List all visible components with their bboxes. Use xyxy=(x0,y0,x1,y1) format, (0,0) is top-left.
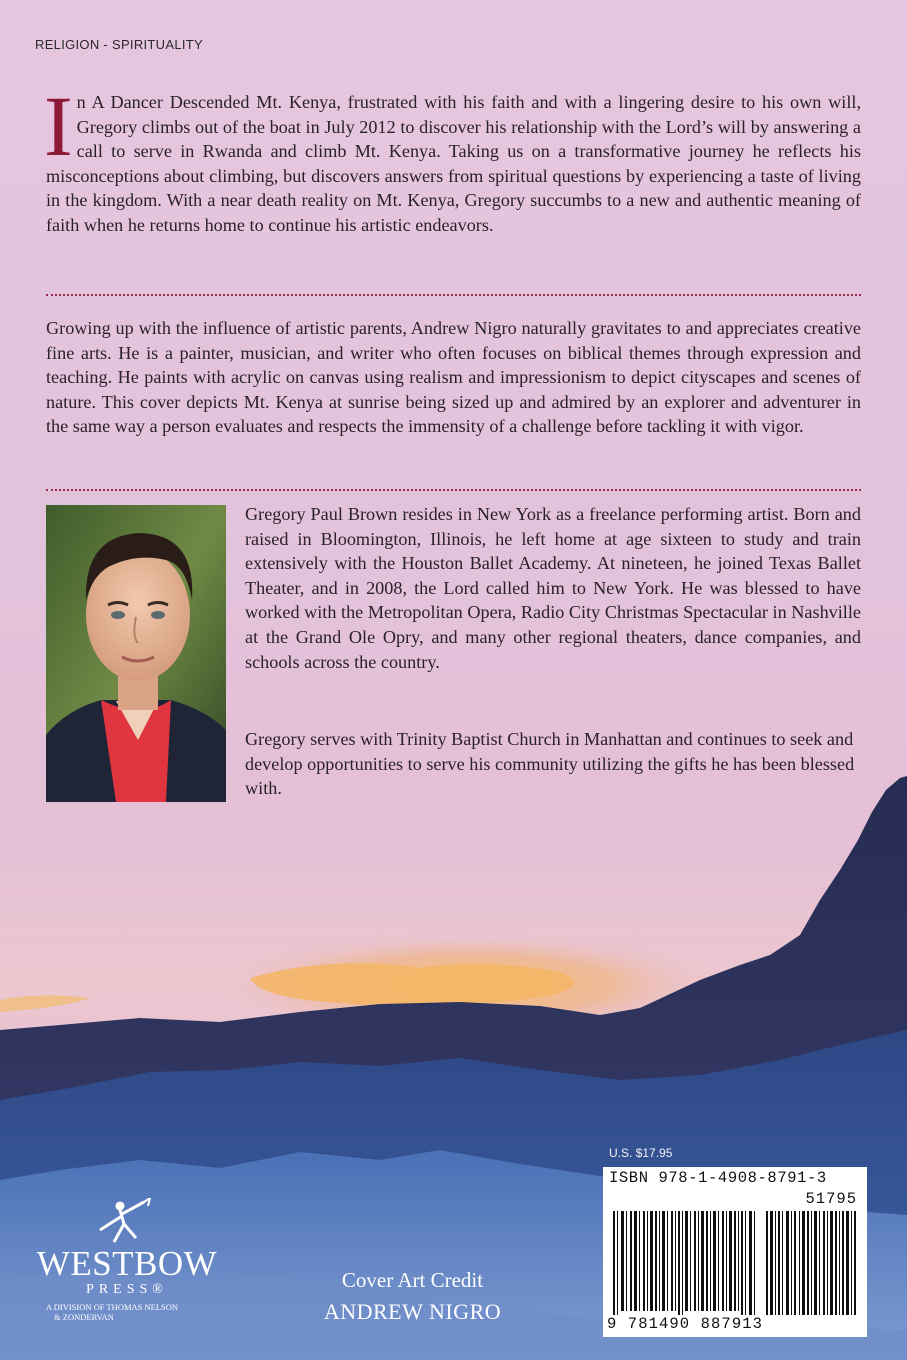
price-code: 51795 xyxy=(805,1190,857,1208)
synopsis-text: n A Dancer Descended Mt. Kenya, frustrated with his faith and with a lingering desire to his own will, Gregory climbs out of the boat in July 2012 to discover his relationship with the Lord’s will by answering a call to serve in Rwanda and climb Mt. Kenya. Taking us on a transformative journey he reflects his misconceptions about climbing, but discovers answers from spiritual questions by experiencing a taste of living in the kingdom. With a near death reality on Mt. Kenya, Gregory succumbs to a new and authentic meaning of faith when he returns home to continue his artistic endeavors. xyxy=(46,92,861,235)
author-bio-continued: Gregory serves with Trinity Baptist Church in Manhattan and continues to seek and develop opportunities to serve his community utilizing the gifts he has been blessed with. xyxy=(245,729,855,799)
publisher-imprint: PRESS® xyxy=(86,1282,168,1297)
barcode-bars xyxy=(603,1167,867,1337)
dotted-divider xyxy=(46,294,861,296)
publisher-name: WESTBOW xyxy=(36,1244,218,1283)
dotted-divider xyxy=(46,489,861,491)
publisher-division: & ZONDERVAN xyxy=(54,1312,114,1322)
book-synopsis xyxy=(44,78,861,238)
category-label: RELIGION - SPIRITUALITY xyxy=(35,37,203,52)
price-label: U.S. $17.95 xyxy=(609,1146,673,1160)
credit-name: ANDREW NIGRO xyxy=(323,1299,502,1324)
author-photo xyxy=(46,505,226,802)
author-bio: Gregory Paul Brown resides in New York as a freelance performing artist. Born and raised in Bloomington, Illinois, he left home at age sixteen to study and train extensively with the Houston Ballet Academy. At nineteen, he joined Texas Ballet Theater, and in 2008, the Lord called him to New York. He was blessed to have worked with the Metropolitan Opera, Radio City Christmas Spectacular in Nashville at the Grand Ole Opry, and many other regional theaters, dance companies, and schools across the country. xyxy=(245,504,861,672)
cover-art-credit xyxy=(300,1268,525,1325)
dancer-icon xyxy=(32,1198,222,1246)
drop-cap: I xyxy=(44,78,73,174)
credit-label: Cover Art Credit xyxy=(341,1268,484,1292)
sunrise-cloud xyxy=(0,995,90,1012)
isbn-number: ISBN 978-1-4908-8791-3 xyxy=(609,1169,827,1187)
publisher-division: A DIVISION OF THOMAS NELSON xyxy=(45,1302,179,1312)
cover-art-note: Growing up with the influence of artistic parents, Andrew Nigro naturally gravitates to and appreciates creative fine arts. He is a painter, musician, and writer who often focuses on biblical themes through expression and teaching. He paints with acrylic on canvas using realism and impressionism to depict cityscapes and scenes of nature. This cover depicts Mt. Kenya at sunrise being sized up and admired by an explorer and adventurer in the same way a person evaluates and respects the immensity of a challenge before tackling it with vigor. xyxy=(46,318,861,437)
isbn-barcode xyxy=(603,1167,867,1337)
publisher-logo xyxy=(32,1198,222,1333)
ean-number: 9 781490 887913 xyxy=(607,1315,764,1333)
